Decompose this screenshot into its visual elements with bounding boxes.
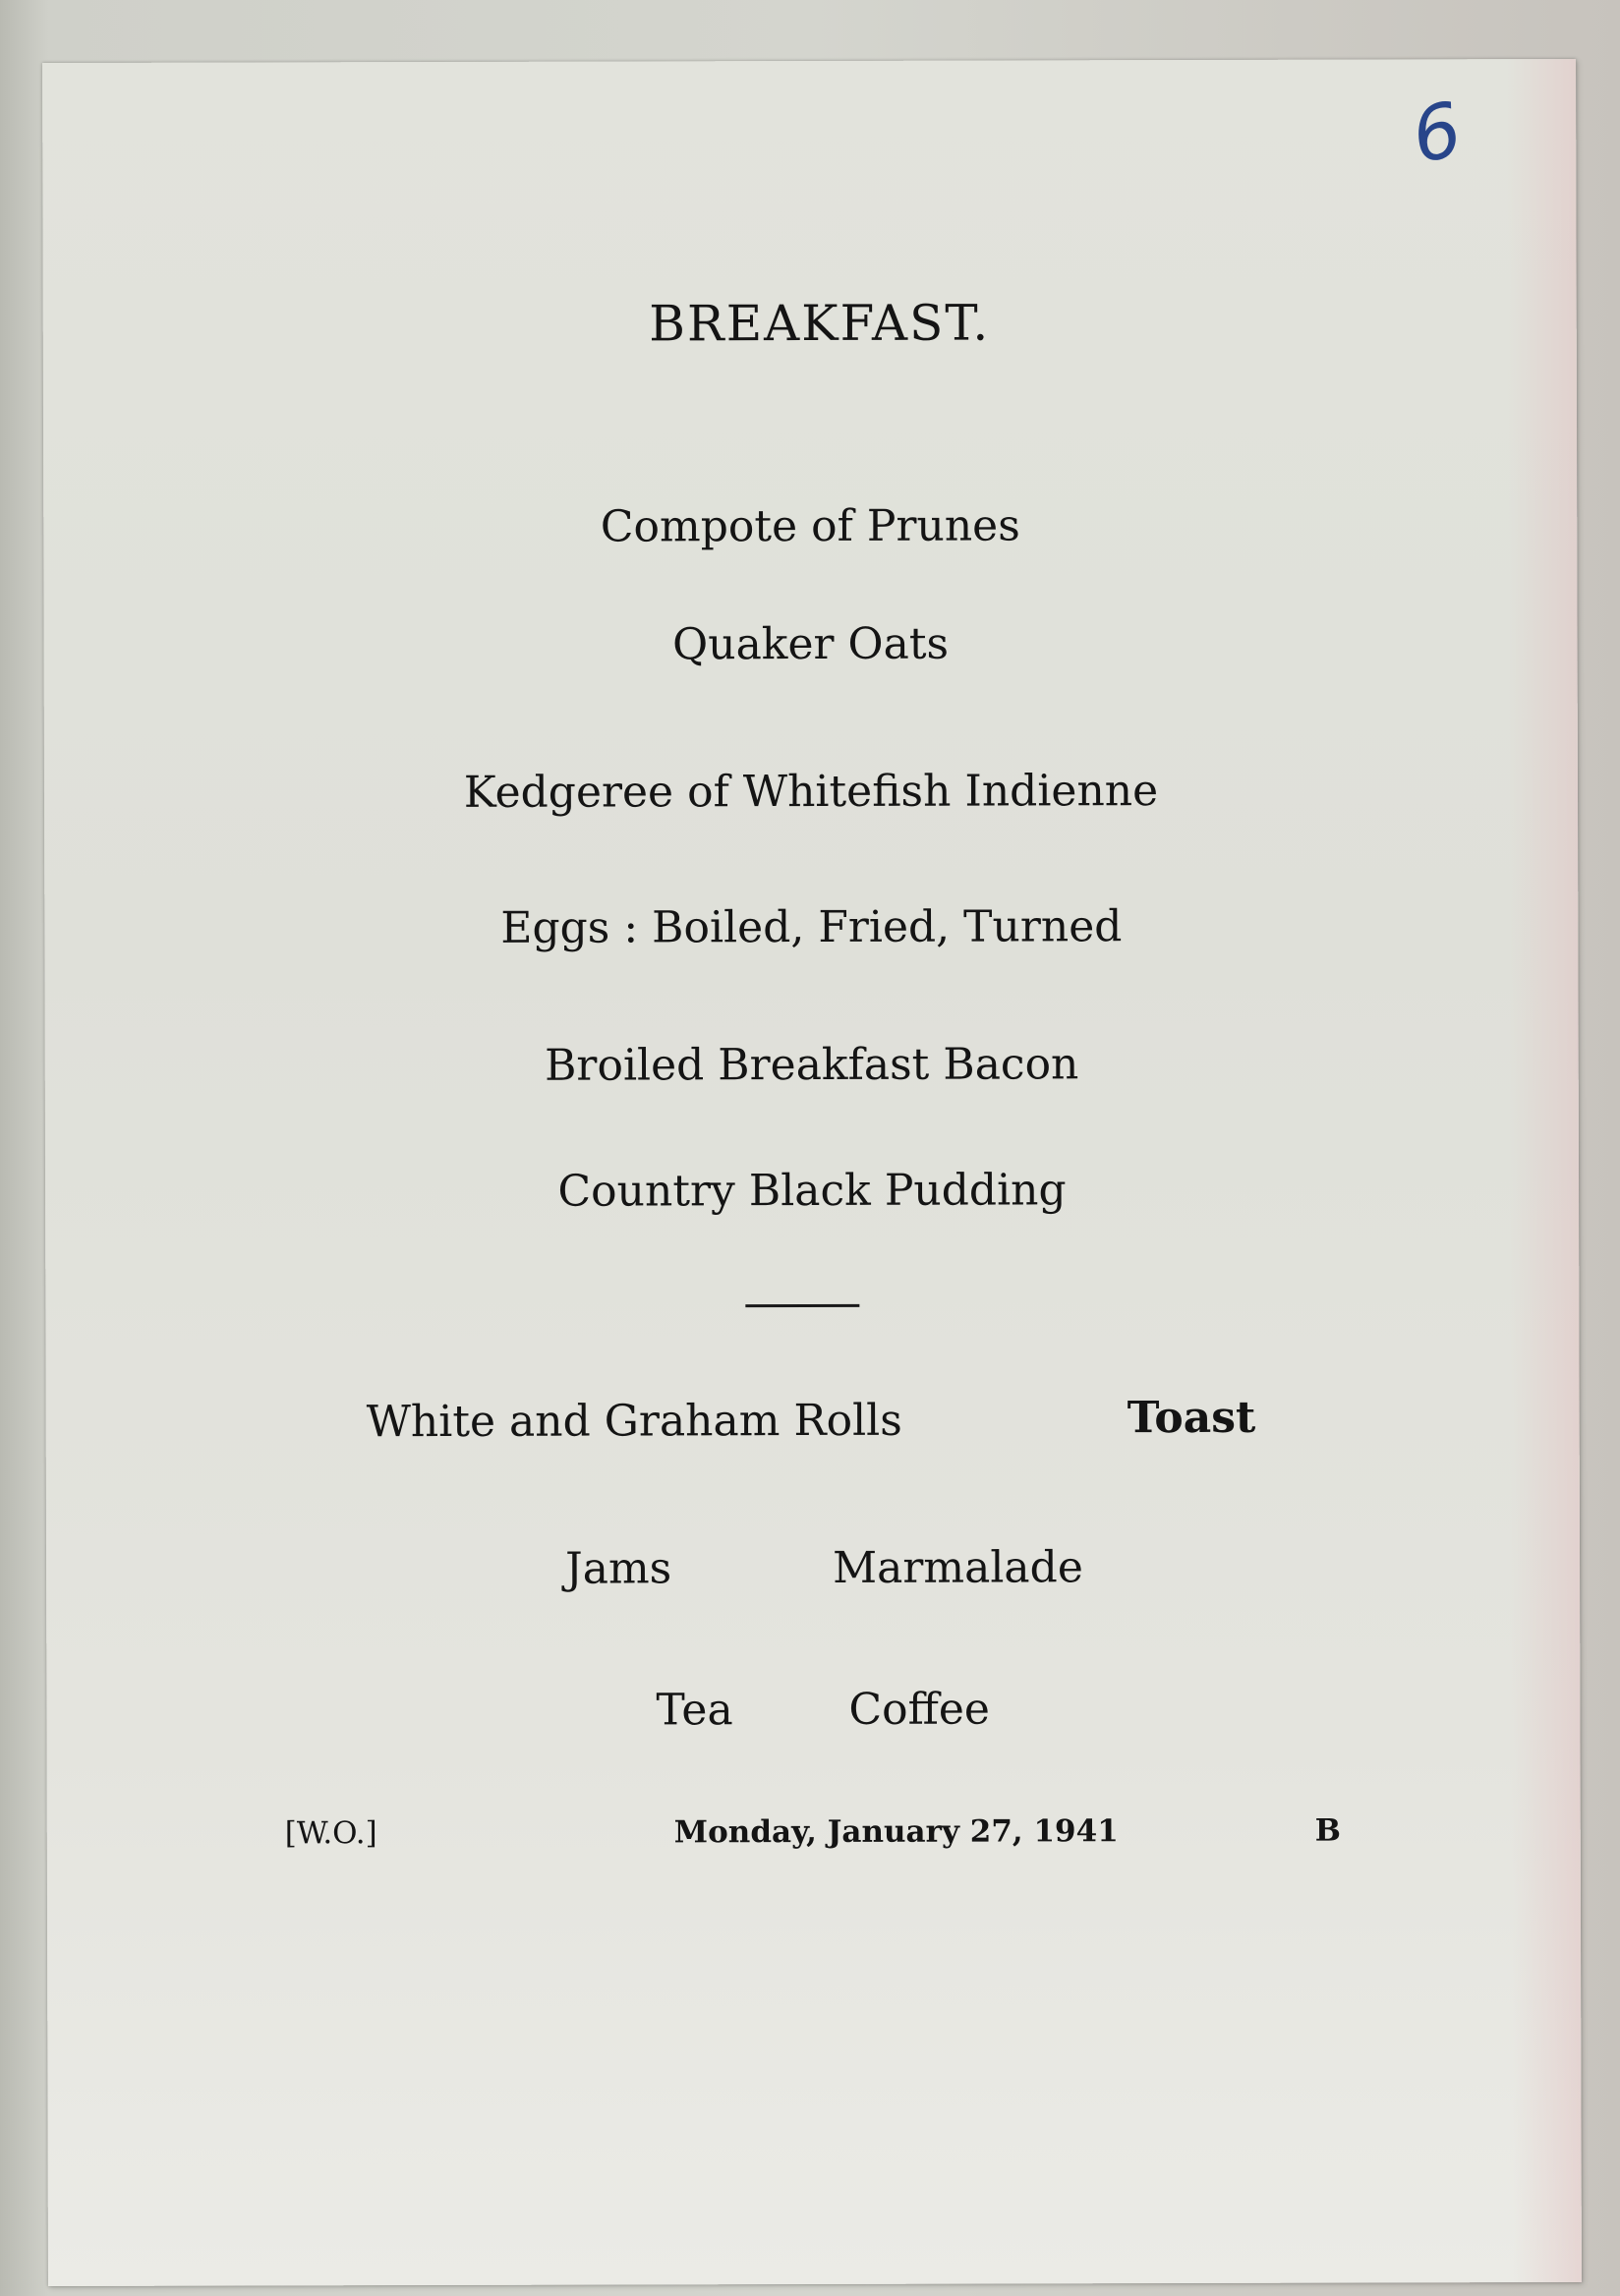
menu-item: Broiled Breakfast Bacon [544, 1039, 1079, 1091]
coffee-item: Coffee [848, 1684, 990, 1735]
menu-card [42, 59, 1582, 2286]
menu-item: Country Black Pudding [557, 1165, 1067, 1217]
menu-item: Quaker Oats [672, 618, 950, 670]
jams-item: Jams [564, 1543, 672, 1594]
toast-item: Toast [1127, 1392, 1256, 1444]
menu-title: BREAKFAST. [649, 294, 991, 353]
menu-item: Compote of Prunes [600, 500, 1020, 552]
section-divider [745, 1304, 859, 1307]
marmalade-item: Marmalade [832, 1542, 1083, 1593]
rolls-item: White and Graham Rolls [366, 1395, 902, 1448]
handwritten-page-number: 6 [1404, 85, 1470, 181]
footer-code: [W.O.] [284, 1815, 377, 1852]
menu-item: Kedgeree of Whitefish Indienne [463, 766, 1159, 818]
tea-item: Tea [656, 1685, 733, 1736]
footer-meal-letter: B [1314, 1812, 1342, 1849]
menu-item: Eggs : Boiled, Fried, Turned [500, 901, 1123, 953]
footer-date: Monday, January 27, 1941 [673, 1813, 1119, 1851]
